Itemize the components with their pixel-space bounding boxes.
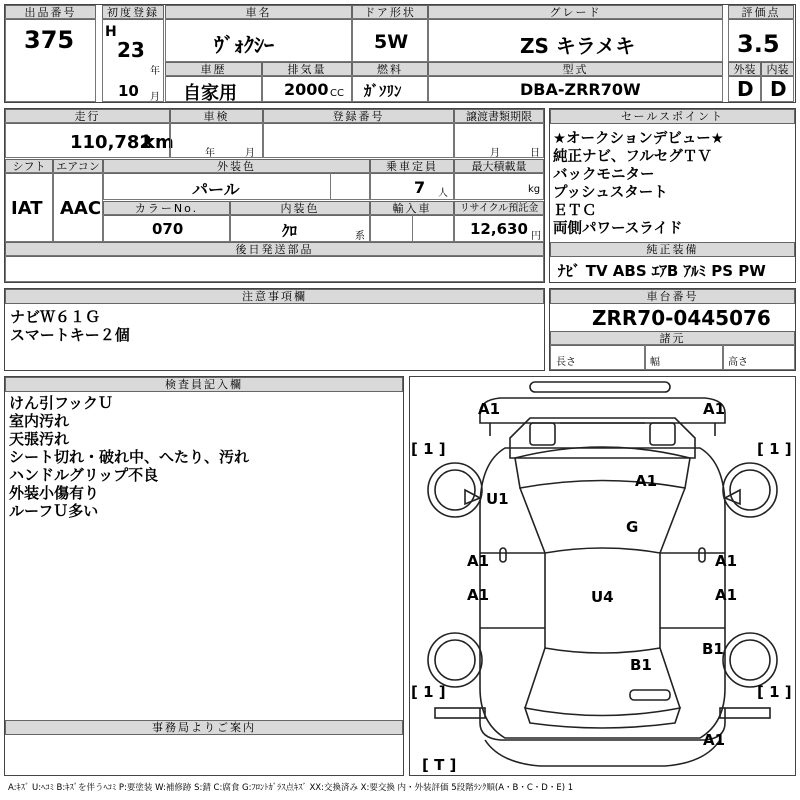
windshield bbox=[515, 447, 690, 488]
sales-label: セールスポイント bbox=[550, 109, 795, 124]
exterior-value: D bbox=[737, 77, 754, 101]
sales-point-item: プッシュスタート bbox=[553, 185, 668, 201]
score-label: 評価点 bbox=[728, 5, 794, 20]
model-label: 車名 bbox=[165, 5, 352, 20]
score-value: 3.5 bbox=[737, 30, 780, 58]
sales-point-item: ★オークションデビュー★ bbox=[553, 131, 724, 147]
inspector-note-item: シート切れ・破れ中、へたり、汚れ bbox=[9, 448, 250, 466]
capacity-value: 7 bbox=[414, 178, 426, 197]
int-color-label: 内装色 bbox=[230, 201, 370, 216]
width-label: 幅 bbox=[650, 357, 660, 368]
sales-point-item: 純正ナビ、フルセグＴＶ bbox=[553, 149, 712, 165]
later-parts-cell bbox=[5, 255, 544, 282]
damage-left-front-door: A1 bbox=[467, 552, 490, 570]
int-color-cell bbox=[230, 214, 370, 242]
height-label: 高さ bbox=[728, 357, 748, 368]
doc-deadline-label: 譲渡書類期限 bbox=[454, 109, 544, 124]
doors-value: 5W bbox=[374, 31, 409, 53]
fuel-value: ｶﾞｿﾘﾝ bbox=[364, 82, 402, 100]
notes-list bbox=[10, 308, 130, 344]
front-bumper-top bbox=[530, 382, 670, 392]
max-load-label: 最大積載量 bbox=[454, 159, 544, 174]
sales-point-item: バックモニター bbox=[553, 167, 655, 183]
grade-value: ZS キラメキ bbox=[520, 34, 636, 58]
doc-month-unit: 月 bbox=[490, 148, 500, 159]
import-divider bbox=[412, 214, 454, 242]
inspector-note-item: ハンドルグリップ不良 bbox=[9, 466, 159, 484]
wheel-fr bbox=[723, 463, 777, 517]
inspection-label: 車検 bbox=[170, 109, 263, 124]
year-value: 23 bbox=[117, 38, 145, 62]
color-value: パール bbox=[192, 180, 240, 199]
tire-fl: [ 1 ] bbox=[411, 440, 446, 458]
type-label: 型式 bbox=[428, 62, 723, 77]
tire-rr: [ 1 ] bbox=[757, 683, 792, 701]
note-item: ナビＷ６１Ｇ bbox=[10, 308, 101, 326]
front-bumper bbox=[480, 398, 725, 423]
interior-label: 内装 bbox=[761, 62, 794, 77]
later-parts-label: 後日発送部品 bbox=[5, 242, 544, 257]
color-no-value: 070 bbox=[152, 220, 184, 238]
inspector-note-item: 天張汚れ bbox=[9, 430, 70, 448]
month-unit: 月 bbox=[150, 92, 160, 103]
mileage-unit: km bbox=[143, 132, 174, 153]
damage-hood: A1 bbox=[635, 472, 658, 490]
mileage-label: 走行 bbox=[5, 109, 170, 124]
lot-label: 出品番号 bbox=[5, 5, 96, 20]
displacement-label: 排気量 bbox=[262, 62, 352, 77]
int-color-value: ｸﾛ bbox=[282, 222, 298, 240]
damage-rear-bumper: A1 bbox=[703, 731, 726, 749]
recycle-value: 12,630 bbox=[470, 220, 528, 238]
recycle-label: リサイクル預託金 bbox=[454, 201, 544, 216]
displacement-value: 2000 bbox=[284, 80, 329, 99]
rear-right-lamp bbox=[720, 708, 770, 718]
type-value: DBA-ZRR70W bbox=[520, 80, 641, 99]
doors-label: ドア形状 bbox=[352, 5, 428, 20]
chassis-label: 車台番号 bbox=[550, 289, 795, 304]
doc-day-unit: 日 bbox=[530, 148, 540, 159]
capacity-label: 乗車定員 bbox=[370, 159, 454, 174]
era-letter: H bbox=[105, 24, 117, 40]
inspection-month-unit: 月 bbox=[245, 148, 255, 159]
grade-label: グレード bbox=[428, 5, 723, 20]
wheel-fl bbox=[428, 463, 482, 517]
history-label: 車歴 bbox=[165, 62, 262, 77]
note-item: スマートキー２個 bbox=[10, 326, 130, 344]
damage-right-rear-door: A1 bbox=[715, 586, 738, 604]
genuine-value: ﾅﾋﾞ TV ABS ｴｱB ｱﾙﾐ PS PW bbox=[558, 262, 766, 280]
tire-fr: [ 1 ] bbox=[757, 440, 792, 458]
ac-label: エアコン bbox=[53, 159, 103, 174]
mileage-value: 110,782 bbox=[70, 132, 152, 153]
year-unit: 年 bbox=[150, 66, 160, 77]
notes-label: 注意事項欄 bbox=[5, 289, 544, 304]
inspection-year-unit: 年 bbox=[205, 148, 215, 159]
genuine-label: 純正装備 bbox=[550, 242, 795, 257]
damage-roof: U4 bbox=[591, 588, 614, 606]
color-label: 外装色 bbox=[103, 159, 370, 174]
sales-point-item: 両側パワースライド bbox=[553, 221, 683, 237]
damage-rear-hatch: B1 bbox=[630, 656, 652, 674]
month-value: 10 bbox=[118, 82, 139, 100]
damage-windshield: G bbox=[626, 518, 639, 536]
wheel-rr bbox=[723, 633, 777, 687]
displacement-unit: CC bbox=[330, 88, 344, 99]
inspector-note-item: ルーフＵ多い bbox=[9, 502, 99, 520]
shift-label: シフト bbox=[5, 159, 53, 174]
model-value: ｳﾞｫｸｼｰ bbox=[214, 33, 274, 57]
sales-point-item: ＥＴＣ bbox=[553, 203, 597, 219]
legend: A:ｷｽﾞ U:ﾍｺﾐ B:ｷｽﾞを伴うﾍｺﾐ P:要塗装 W:補修跡 S:錆 C:腐食 G:ﾌﾛﾝﾄｶﾞﾗｽ点ｷｽﾞ XX:交換済み X:要交換 内・外装評価 5段階ﾗﾝｸ順(A・B・C・D・E) 1 bbox=[8, 783, 574, 793]
reg-no-label: 登録番号 bbox=[263, 109, 454, 124]
history-value: 自家用 bbox=[183, 83, 237, 104]
rear-bumper bbox=[485, 740, 720, 766]
damage-front-right: A1 bbox=[703, 400, 726, 418]
interior-value: D bbox=[770, 77, 787, 101]
exterior-label: 外装 bbox=[728, 62, 761, 77]
color-divider bbox=[330, 172, 370, 200]
fuel-label: 燃料 bbox=[352, 62, 428, 77]
damage-right-rear-quarter: B1 bbox=[702, 640, 724, 658]
damage-u1: U1 bbox=[486, 490, 509, 508]
color-no-label: カラーNo. bbox=[103, 201, 230, 216]
car-diagram bbox=[410, 378, 795, 776]
spare-tire: [ T ] bbox=[422, 756, 457, 774]
chassis-value: ZRR70-0445076 bbox=[592, 306, 771, 330]
damage-left-rear-door: A1 bbox=[467, 586, 490, 604]
recycle-unit: 円 bbox=[531, 231, 541, 242]
max-load-unit: kg bbox=[528, 184, 541, 195]
ac-value: AAC bbox=[60, 198, 102, 219]
office-label: 事務局よりご案内 bbox=[5, 720, 403, 735]
tire-rl: [ 1 ] bbox=[411, 683, 446, 701]
shift-value: IAT bbox=[11, 198, 43, 219]
length-label: 長さ bbox=[556, 357, 576, 368]
specs-label: 諸元 bbox=[550, 331, 795, 346]
first-reg-label: 初度登録 bbox=[102, 5, 164, 20]
wheel-rl bbox=[428, 633, 482, 687]
capacity-unit: 人 bbox=[438, 188, 448, 199]
inspector-notes-list bbox=[9, 394, 249, 520]
import-label: 輸入車 bbox=[370, 201, 454, 216]
damage-front-left: A1 bbox=[478, 400, 501, 418]
lot-value: 375 bbox=[24, 26, 75, 54]
sales-points-list bbox=[553, 130, 724, 238]
rear-left-lamp bbox=[435, 708, 485, 718]
reg-no-cell bbox=[263, 122, 454, 158]
inspector-note-item: けん引フックＵ bbox=[9, 394, 113, 412]
damage-right-front-door: A1 bbox=[715, 552, 738, 570]
rear-window bbox=[525, 708, 680, 728]
inspector-note-item: 外装小傷有り bbox=[9, 484, 100, 502]
hood bbox=[510, 418, 695, 458]
inspector-note-item: 室内汚れ bbox=[9, 412, 70, 430]
int-color-unit: 系 bbox=[355, 231, 365, 242]
inspector-label: 検査員記入欄 bbox=[5, 377, 403, 392]
